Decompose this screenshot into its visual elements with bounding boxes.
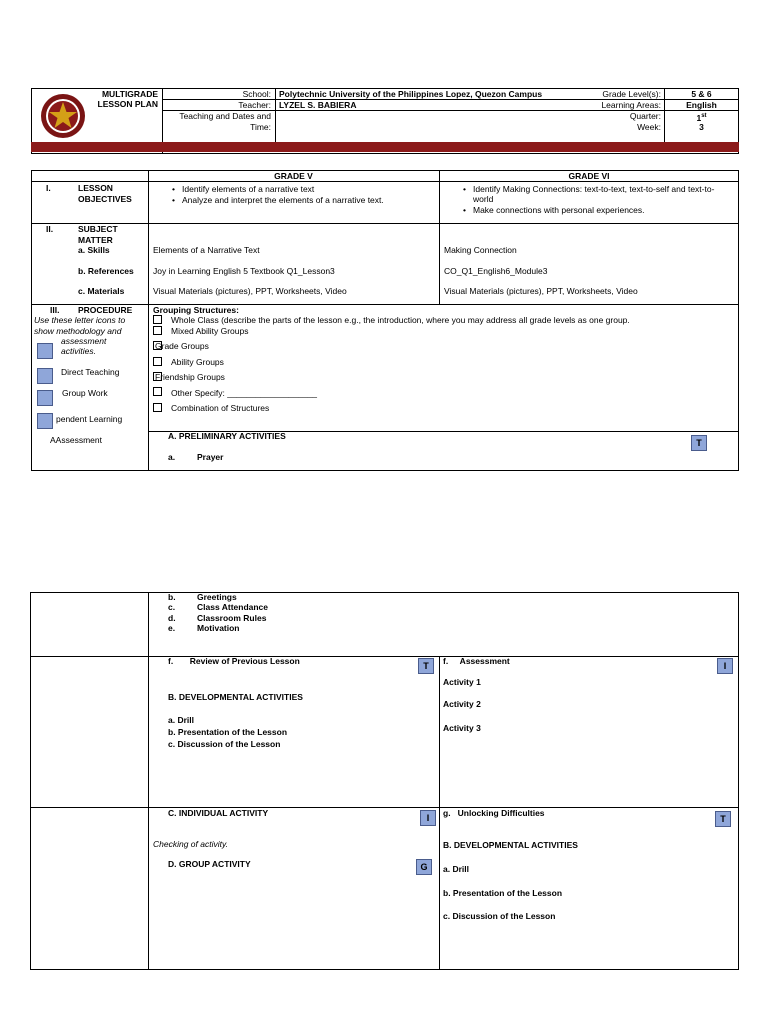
activity-3: Activity 3 — [443, 723, 481, 733]
grade-levels-label: Grade Level(s): — [602, 89, 661, 99]
materials-vi: Visual Materials (pictures), PPT, Worksheets, Video — [444, 286, 638, 296]
option-checkbox[interactable] — [153, 387, 162, 396]
objective-vi-2: • Make connections with personal experiences. — [473, 205, 645, 215]
option-checkbox[interactable] — [153, 357, 162, 366]
time-label: Time: — [250, 122, 271, 132]
legend-assessment: AAssessment — [50, 435, 102, 445]
list-letter: d. — [168, 613, 176, 623]
week-label: Week: — [637, 122, 661, 132]
greetings-item: Greetings — [197, 592, 237, 602]
discussion-vi: c. Discussion of the Lesson — [443, 911, 556, 921]
list-letter: e. — [168, 623, 176, 633]
legend-direct-teaching: Direct Teaching — [61, 367, 120, 377]
grade-v-header: GRADE V — [274, 171, 313, 181]
references-v: Joy in Learning English 5 Textbook Q1_Lesson3 — [153, 266, 335, 276]
teaching-dates-label: Teaching and Dates and — [179, 111, 271, 121]
motivation-item: Motivation — [197, 623, 240, 633]
quarter-value: 1st — [696, 112, 707, 123]
independent-learning-icon: I — [420, 810, 436, 826]
skills-v: Elements of a Narrative Text — [153, 245, 260, 255]
subject-label: SUBJECT — [78, 224, 118, 234]
legend-group-work: Group Work — [62, 388, 108, 398]
list-letter: b. — [168, 592, 176, 602]
group-activity: D. GROUP ACTIVITY — [168, 859, 251, 869]
option-friendship: Friendship Groups — [155, 372, 225, 382]
option-whole-class: Whole Class (describe the parts of the lesson e.g., the introduction, where you may address all grade levels as one group. — [171, 315, 630, 325]
teacher-value: LYZEL S. BABIERA — [279, 100, 357, 110]
procedure-note-3: assessment — [61, 336, 107, 346]
objectives-label-2: OBJECTIVES — [78, 194, 132, 204]
objective-vi-1: • Identify Making Connections: text-to-text, text-to-self and text-to- — [473, 184, 714, 194]
objective-vi-1-cont: world — [473, 194, 494, 204]
references-vi: CO_Q1_English6_Module3 — [444, 266, 548, 276]
learning-areas-value: English — [686, 100, 717, 110]
option-checkbox[interactable] — [153, 326, 162, 335]
list-letter: c. — [168, 602, 176, 612]
legend-independent-icon — [37, 413, 53, 429]
legend-group-work-icon — [37, 390, 53, 406]
skills-vi: Making Connection — [444, 245, 517, 255]
objectives-number: I. — [46, 183, 51, 193]
direct-teaching-icon: T — [691, 435, 707, 451]
legend-direct-teaching-icon — [37, 368, 53, 384]
procedure-label: PROCEDURE — [78, 305, 133, 315]
assessment-vi: f. Assessment — [443, 656, 510, 666]
activity-2: Activity 2 — [443, 699, 481, 709]
unlocking-difficulties: g. Unlocking Difficulties — [443, 808, 545, 818]
skills-label: a. Skills — [78, 245, 110, 255]
plan-subtitle: LESSON PLAN — [97, 99, 158, 109]
procedure-note-1: Use these letter icons to — [34, 315, 126, 325]
discussion-v: c. Discussion of the Lesson — [168, 739, 281, 749]
activity-1: Activity 1 — [443, 677, 481, 687]
materials-v: Visual Materials (pictures), PPT, Worksheets, Video — [153, 286, 347, 296]
procedure-number: III. — [50, 305, 60, 315]
school-value: Polytechnic University of the Philippines Lopez, Quezon Campus — [279, 89, 543, 99]
presentation-v: b. Presentation of the Lesson — [168, 727, 288, 737]
grade-levels-value: 5 & 6 — [691, 89, 712, 99]
group-work-icon: G — [416, 859, 432, 875]
references-label: b. References — [78, 266, 134, 276]
procedure-note-4: activities. — [61, 346, 96, 356]
legend-independent: pendent Learning — [56, 414, 123, 424]
plan-title: MULTIGRADE — [101, 89, 158, 99]
procedure-note-2: show methodology and — [34, 326, 122, 336]
preliminary-activities: A. PRELIMINARY ACTIVITIES — [168, 431, 286, 441]
subject-number: II. — [46, 224, 54, 234]
independent-learning-icon: I — [717, 658, 733, 674]
option-grade-groups: Grade Groups — [155, 341, 209, 351]
direct-teaching-icon: T — [715, 811, 731, 827]
grouping-title: Grouping Structures: — [153, 305, 239, 315]
learning-areas-label: Learning Areas: — [601, 100, 661, 110]
legend-blank-icon — [37, 343, 53, 359]
prayer-label: Prayer — [197, 452, 224, 462]
option-checkbox[interactable] — [153, 315, 162, 324]
review-item: f. Review of Previous Lesson — [168, 656, 300, 666]
option-other: Other Specify: ___________________ — [171, 388, 318, 398]
table-continued-frame — [30, 592, 739, 970]
objectives-label: LESSON — [78, 183, 113, 193]
developmental-vi: B. DEVELOPMENTAL ACTIVITIES — [443, 840, 578, 850]
drill-vi: a. Drill — [443, 864, 469, 874]
objective-v-2: • Analyze and interpret the elements of a narrative text. — [182, 195, 384, 205]
developmental-v: B. DEVELOPMENTAL ACTIVITIES — [168, 692, 303, 702]
materials-label: c. Materials — [78, 286, 125, 296]
teacher-label: Teacher: — [238, 100, 271, 110]
presentation-vi: b. Presentation of the Lesson — [443, 888, 563, 898]
rules-item: Classroom Rules — [197, 613, 267, 623]
prayer-letter: a. — [168, 452, 176, 462]
objective-v-1: • Identify elements of a narrative text — [182, 184, 314, 194]
school-label: School: — [242, 89, 271, 99]
grade-vi-header: GRADE VI — [568, 171, 610, 181]
option-combination: Combination of Structures — [171, 403, 270, 413]
individual-activity: C. INDIVIDUAL ACTIVITY — [168, 808, 269, 818]
direct-teaching-icon: T — [418, 658, 434, 674]
option-checkbox[interactable] — [153, 403, 162, 412]
week-value: 3 — [699, 122, 704, 132]
attendance-item: Class Attendance — [197, 602, 269, 612]
option-ability-groups: Ability Groups — [171, 357, 224, 367]
option-mixed-ability: Mixed Ability Groups — [171, 326, 249, 336]
header-bar — [31, 142, 739, 152]
checking-activity: Checking of activity. — [153, 839, 228, 849]
drill-v: a. Drill — [168, 715, 194, 725]
subject-label-2: MATTER — [78, 235, 113, 245]
quarter-label: Quarter: — [629, 111, 661, 121]
